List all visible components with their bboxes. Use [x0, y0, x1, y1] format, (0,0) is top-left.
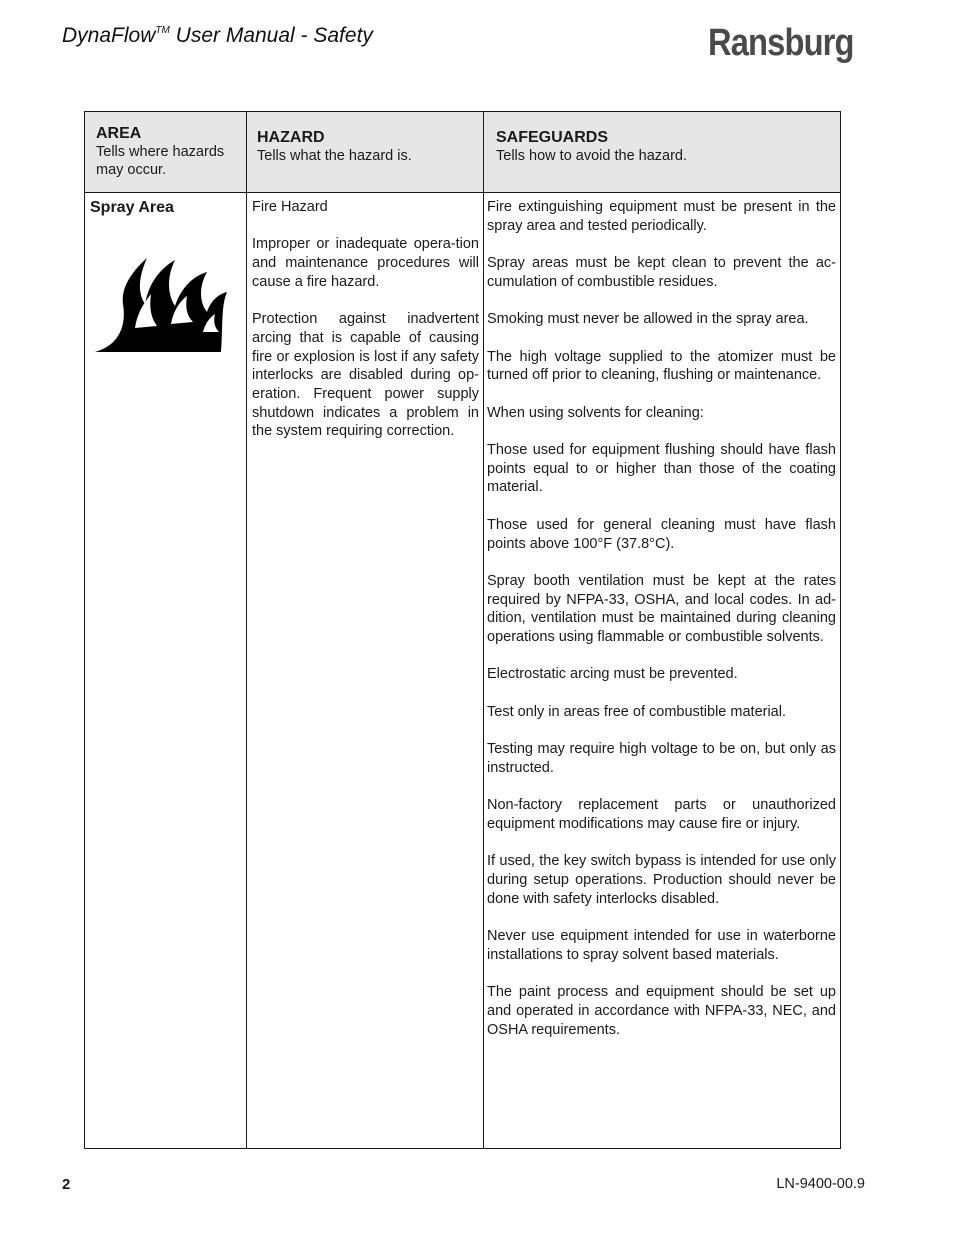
header-hazard-desc: Tells what the hazard is. [257, 148, 412, 164]
header-safeguards-label: SAFEGUARDS [496, 129, 609, 146]
safeguard-item: When using solvents for cleaning: [487, 404, 704, 421]
safeguard-item: Non-factory replacement parts or unauthorized equipment modifications may cause fire or injury. [487, 797, 836, 833]
safeguard-item: Spray booth ventilation must be kept at the rates required by NFPA-33, OSHA, and local codes. In ad-dition, ventilation must be maintained during cleaning operations using flammable or combustible solvents. [487, 572, 836, 646]
hazard-paragraph: Improper or inadequate opera-tion and maintenance procedures will cause a fire hazard. [252, 236, 479, 290]
safeguard-item: Never use equipment intended for use in waterborne installations to spray solvent based materials. [487, 928, 836, 963]
flame-icon [95, 254, 231, 354]
title-main: DynaFlow [62, 24, 156, 47]
safeguard-item: The paint process and equipment should be set up and operated in accordance with NFPA-33, NEC, and OSHA requirements. [487, 984, 836, 1038]
hazard-paragraph: Protection against inadvertent arcing that is capable of causing fire or explosion is lost if any safety interlocks are disabled during op-eration. Frequent power supply shutdown indicates a problem in the system requiring correction. [252, 311, 479, 440]
safeguard-item: Testing may require high voltage to be on, but only as instructed. [487, 741, 836, 776]
safeguard-item: Those used for general cleaning must have flash points above 100°F (37.8°C). [487, 516, 836, 552]
trademark-mark: TM [155, 25, 170, 36]
hazard-paragraph: Fire Hazard [252, 199, 328, 215]
header-safeguards-desc: Tells how to avoid the hazard. [496, 148, 688, 164]
header-area-label: AREA [96, 125, 142, 142]
document-title [62, 24, 373, 48]
ransburg-logo: Ransburg [708, 22, 854, 64]
header-area-desc: Tells where hazards may occur. [96, 144, 225, 178]
hazard-cell [246, 192, 483, 460]
header-area [85, 112, 246, 192]
safeguard-item: If used, the key switch bypass is intended for use only during setup operations. Production should never be done with safety interlocks disabled. [487, 853, 836, 907]
title-rest: User Manual - Safety [169, 24, 373, 47]
safeguard-item: Electrostatic arcing must be prevented. [487, 666, 738, 683]
safeguard-item: Test only in areas free of combustible material. [487, 703, 786, 720]
safeguard-item: Smoking must never be allowed in the spray area. [487, 311, 809, 328]
safety-table [84, 111, 841, 1149]
safeguards-cell [483, 192, 840, 1058]
header-hazard [246, 112, 483, 192]
document-code: LN-9400-00.9 [776, 1176, 865, 1192]
page-number: 2 [62, 1176, 71, 1193]
safeguard-item: Fire extinguishing equipment must be present in the spray area and tested periodically. [487, 199, 836, 234]
safeguard-item: The high voltage supplied to the atomizer must be turned off prior to cleaning, flushing or maintenance. [487, 348, 836, 384]
header-hazard-label: HAZARD [257, 129, 325, 146]
area-name: Spray Area [90, 199, 174, 216]
safeguard-item: Spray areas must be kept clean to prevent the ac-cumulation of combustible residues. [487, 255, 836, 290]
safeguard-item: Those used for equipment flushing should have flash points equal to or higher than those of the coating material. [487, 442, 836, 496]
header-safeguards [483, 112, 840, 192]
area-cell [85, 192, 246, 217]
